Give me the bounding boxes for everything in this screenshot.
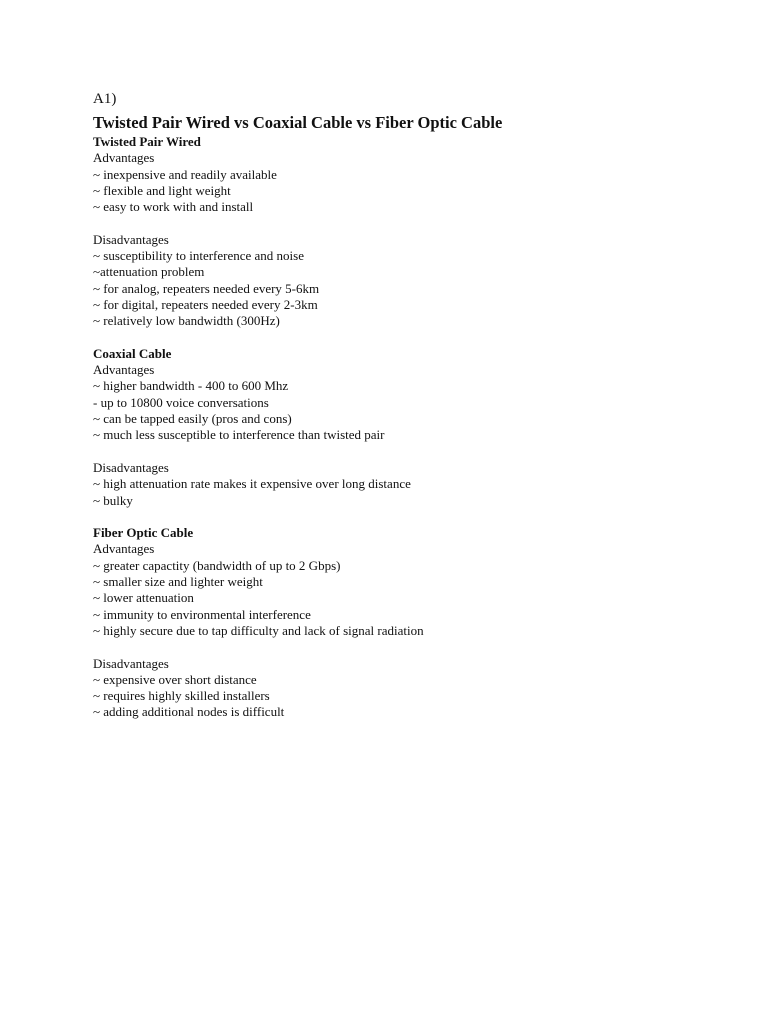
section-fiber-optic-cable (93, 525, 733, 721)
advantage-item: ~ highly secure due to tap difficulty and lack of signal radiation (93, 622, 424, 638)
disadvantage-item: ~ expensive over short distance (93, 671, 257, 687)
disadvantage-item: ~ for analog, repeaters needed every 5-6km (93, 280, 320, 296)
section-twisted-pair (93, 134, 733, 346)
spacer (93, 215, 733, 231)
disadvantages-label: Disadvantages (93, 655, 169, 671)
section-heading: Twisted Pair Wired (93, 134, 201, 149)
disadvantage-item: ~ relatively low bandwidth (300Hz) (93, 313, 280, 329)
advantage-item: - up to 10800 voice conversations (93, 394, 269, 410)
advantage-item: ~ can be tapped easily (pros and cons) (93, 411, 292, 427)
advantage-item: ~ higher bandwidth - 400 to 600 Mhz (93, 378, 289, 394)
section-heading: Fiber Optic Cable (93, 525, 194, 541)
advantage-item: ~ lower attenuation (93, 590, 194, 606)
advantage-item: ~ greater capactity (bandwidth of up to 2 Gbps) (93, 557, 341, 573)
disadvantage-item: ~attenuation problem (93, 264, 205, 280)
disadvantage-item: ~ adding additional nodes is difficult (93, 704, 285, 720)
advantage-item: ~ inexpensive and readily available (93, 166, 277, 182)
advantages-label: Advantages (93, 362, 155, 378)
advantage-item: ~ easy to work with and install (93, 199, 254, 215)
disadvantage-item: ~ for digital, repeaters needed every 2-3km (93, 296, 318, 312)
document-title: Twisted Pair Wired vs Coaxial Cable vs Fiber Optic Cable (93, 113, 503, 132)
advantages-label: Advantages (93, 150, 155, 166)
question-number: A1) (93, 91, 117, 107)
advantage-item: ~ flexible and light weight (93, 182, 231, 198)
advantage-item: ~ immunity to environmental interference (93, 606, 311, 622)
disadvantage-item: ~ susceptibility to interference and noise (93, 248, 304, 264)
disadvantage-item: ~ high attenuation rate makes it expensive over long distance (93, 476, 411, 492)
disadvantage-item: ~ bulky (93, 492, 133, 508)
spacer (93, 509, 733, 525)
section-coaxial-cable (93, 346, 733, 525)
section-heading: Coaxial Cable (93, 345, 172, 361)
spacer (93, 444, 733, 460)
advantages-label: Advantages (93, 541, 155, 557)
advantage-item: ~ much less susceptible to interference than twisted pair (93, 427, 385, 443)
spacer (93, 639, 733, 655)
disadvantages-label: Disadvantages (93, 459, 169, 475)
disadvantages-label: Disadvantages (93, 231, 169, 247)
spacer (93, 330, 733, 346)
advantage-item: ~ smaller size and lighter weight (93, 574, 263, 590)
document-page (93, 90, 733, 721)
disadvantage-item: ~ requires highly skilled installers (93, 688, 270, 704)
